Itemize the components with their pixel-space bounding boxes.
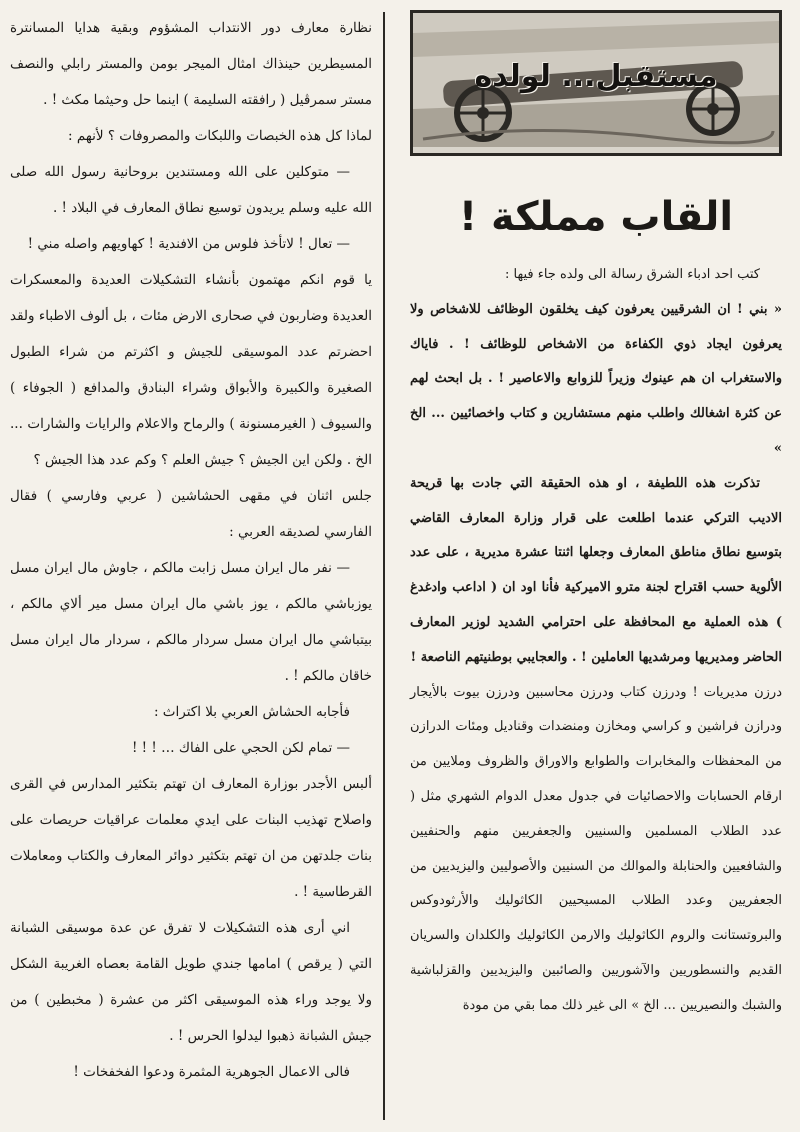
body-paragraph-2: درزن مديريات ! ودرزن كتاب ودرزن محاسبين ودرزن بيوت بالأيجار ودرازن فراشين و كراسي ومخازن ومنضدات وقناديل ومئات الدرازن من المحفظات والمخابرات والطوابع والاوراق والظروف وملايين من ارقام الحسابات والاحصائيات في جدول معدل الدوام الشهري مثل ( عدد الطلاب المسلمين والسنيين والجعفريين منهم والحنفيين والشافعيين والحنابلة والموالك من السنيين والأصوليين واليزيديين من الجعفريين وعدد الطلاب المسيحيين الكاثوليك والأرثودوكس والبروتستانت والروم الكاثوليك والارمن الكاثوليك والكلدان والسريان القديم والنسطوريين والآشوريين والصائبين واليزيديين والقزلباشية والشبك والنصيريين ... الخ » الى غير ذلك مما بقي من مودة xyxy=(410,684,782,1013)
left-paragraph-3: — متوكلين على الله ومستندين بروحانية رسول الله صلى الله عليه وسلم يريدون توسيع نطاق المعارف في البلاد ! . xyxy=(10,164,372,216)
left-paragraph-9: — تمام لكن الحجي على الفاك … ! ! ! xyxy=(131,740,350,756)
left-paragraph-8: فأجابه الحشاش العربي بلا اكتراث : xyxy=(153,704,350,720)
article-headline: القاب مملكة ! xyxy=(458,194,734,240)
left-paragraph-11: اني أرى هذه التشكيلات لا تفرق عن عدة موسيقى الشبانة التي ( يرقص ) امامها جندي طويل القامة بعصاه الغريبة الشكل ولا يوجد وراء هذه الموسيقى اكثر من عشرة ( مخبطين ) من جيش الشبانة ذهبوا ليدلوا الحرس ! . xyxy=(10,920,372,1044)
right-column xyxy=(410,10,782,1024)
left-paragraph-2: لماذا كل هذه الخبصات واللبكات والمصروفات ؟ لأنهم : xyxy=(68,128,372,144)
quoted-letter: « بني ! ان الشرقيين يعرفون كيف يخلقون الوظائف للاشخاص ولا يعرفون ايجاد ذوي الكفاءة من الاشخاص للوظائف ! . فاياك والاستغراب ان هم عينوك وزيراً للزوابع والاعاصير ! . بل ابحث لهم عن كثرة اشغالك واطلب منهم مستشارين و كتاب واخصائيين ... الخ » xyxy=(410,301,782,456)
left-paragraph-7: — نفر مال ايران مسل زابت مالكم ، جاوش مال ايران مسل يوزباشي مالكم ، يوز باشي مال ايران مسل مير ألاي مالكم ، بيتباشي مال ايران مسل سردار مالكم ، سردار مال ايران مسل خاقان مالكم ! . xyxy=(10,560,372,684)
article-intro: كتب احد ادباء الشرق رسالة الى ولده جاء فيها : xyxy=(505,267,760,282)
left-paragraph-4: — تعال ! لاتأخذ فلوس من الافندية ! كهاويهم واصله مني ! xyxy=(27,236,350,252)
column-divider xyxy=(383,12,385,1120)
left-paragraph-5: يا قوم انكم مهتمون بأنشاء التشكيلات العديدة والمعسكرات العديدة وضاربون في صحارى الارض مئات ، بل ألوف الاطباء ولقد احضرتم عدد الموسيقى للجيش و اكثرتم من شراء الطبول الصغيرة والكبيرة والأبواق وشراء البنادق والمدافع ( الجوفاء ) والسيوف ( الغيرمسنونة ) والرماح والاعلام والرايات والشارات ... الخ . ولكن اين الجيش ؟ جيش العلم ؟ وكم عدد هذا الجيش ؟ xyxy=(10,272,372,468)
masthead-illustration xyxy=(410,10,782,156)
left-column xyxy=(10,10,372,1090)
left-paragraph-1: نظارة معارف دور الانتداب المشؤوم وبقية هدايا المسانترة المسيطرين حينذاك امثال الميجر بومن والمستر رابلي والنصف مستر سمرڤيل ( رافقته السليمة ) اينما حل وحيثما مكث ! . xyxy=(10,20,372,108)
left-paragraph-10: ألبس الأجدر بوزارة المعارف ان تهتم بتكثير المدارس في القرى واصلاح تهذيب البنات على ايدي معلمات عراقيات حريصات على بنات جلدتهن من ان تهتم بتكثير دوائر المعارف والكتاب ومعاملات القرطاسية ! . xyxy=(10,776,372,900)
masthead-title: مستقبل... لولده xyxy=(474,59,718,94)
body-paragraph-1: تذكرت هذه اللطيفة ، او هذه الحقيقة التي جادت بها قريحة الاديب التركي عندما اطلعت على قرار وزارة المعارف القاضي بتوسيع نطاق مناطق المعارف وجعلها اثنتا عشرة مديرية ، على عدد الألوية حسب اقتراح لجنة مترو الاميركية فأنا اود ان ( اداعب وادغدغ ) هذه العملية مع المحافظة على احترامي الشديد لوزير المعارف الحاضر ومديريها ومرشديها العاملين ! . والعجايبي بوطنيتهم الناصعة ! xyxy=(410,475,782,665)
left-paragraph-12: فالى الاعمال الجوهرية المثمرة ودعوا الفخفخات ! xyxy=(73,1064,350,1080)
left-paragraph-6: جلس اثنان في مقهى الحشاشين ( عربي وفارسي ) فقال الفارسي لصديقه العربي : xyxy=(10,488,372,540)
